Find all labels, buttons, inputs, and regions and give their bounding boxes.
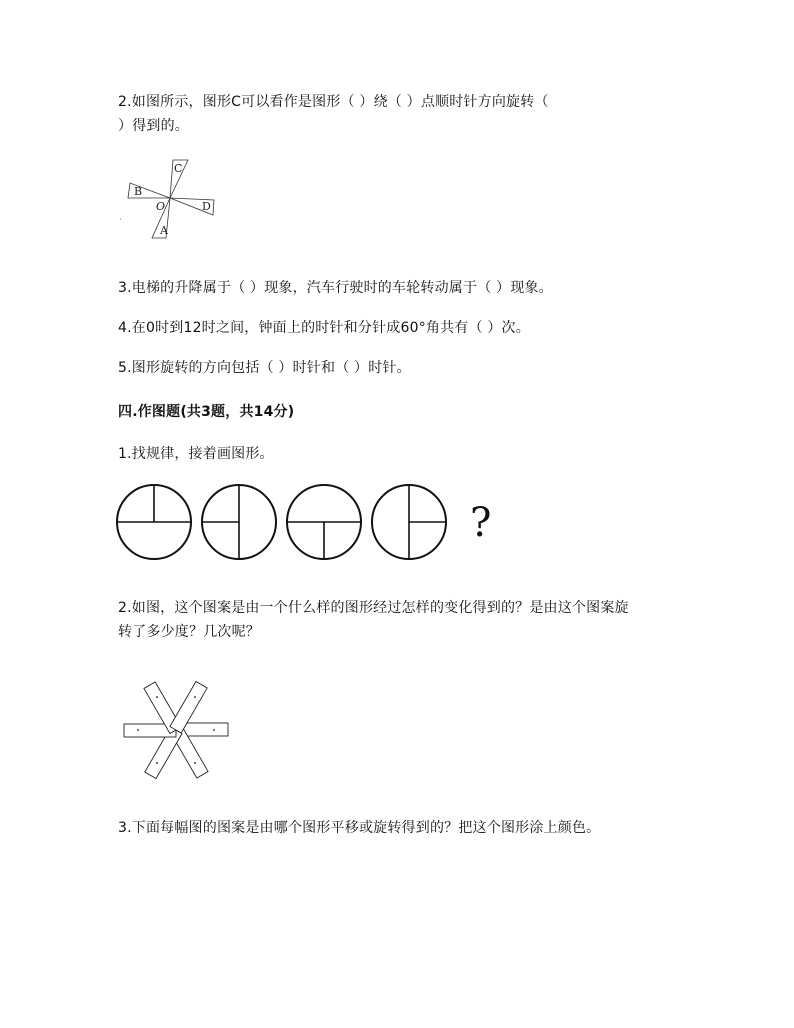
label-b: B: [134, 185, 143, 198]
q4-text: 4.在0时到12时之间，钟面上的时针和分针成60°角共有（ ）次。: [118, 320, 530, 336]
label-c: C: [174, 162, 183, 175]
q2-text-line2: ）得到的。: [118, 118, 189, 134]
label-a: A: [160, 224, 168, 237]
label-o: O: [156, 200, 166, 213]
pattern-circle-4: [372, 485, 446, 559]
drawing-q3-text: 3.下面每幅图的图案是由哪个图形平移或旋转得到的？把这个图形涂上颜色。: [118, 820, 601, 836]
q2-text-line1: 2.如图所示，图形C可以看作是图形（ ）绕（ ）点顺时针方向旋转（: [118, 94, 549, 110]
pinwheel-figure: [114, 676, 244, 786]
rotation-figure: [118, 158, 218, 240]
drawing-q2-text-line1: 2.如图，这个图案是由一个什么样的图形经过怎样的变化得到的？是由这个图案旋: [118, 600, 629, 616]
drawing-q2-text-line2: 转了多少度？几次呢？: [118, 624, 260, 640]
q5-text: 5.图形旋转的方向包括（ ）时针和（ ）时针。: [118, 360, 411, 376]
section4-heading: 四.作图题(共3题，共14分): [118, 404, 295, 420]
label-d: D: [202, 200, 211, 213]
question-mark: ?: [470, 500, 492, 546]
q3-text: 3.电梯的升降属于（ ）现象，汽车行驶时的车轮转动属于（ ）现象。: [118, 280, 553, 296]
stray-mark: [120, 218, 121, 220]
pattern-circle-2: [202, 485, 276, 559]
pattern-circle-3: [287, 485, 361, 559]
circle-pattern: [116, 484, 456, 564]
pattern-circle-1: [117, 485, 191, 559]
drawing-q1-text: 1.找规律，接着画图形。: [118, 446, 274, 462]
